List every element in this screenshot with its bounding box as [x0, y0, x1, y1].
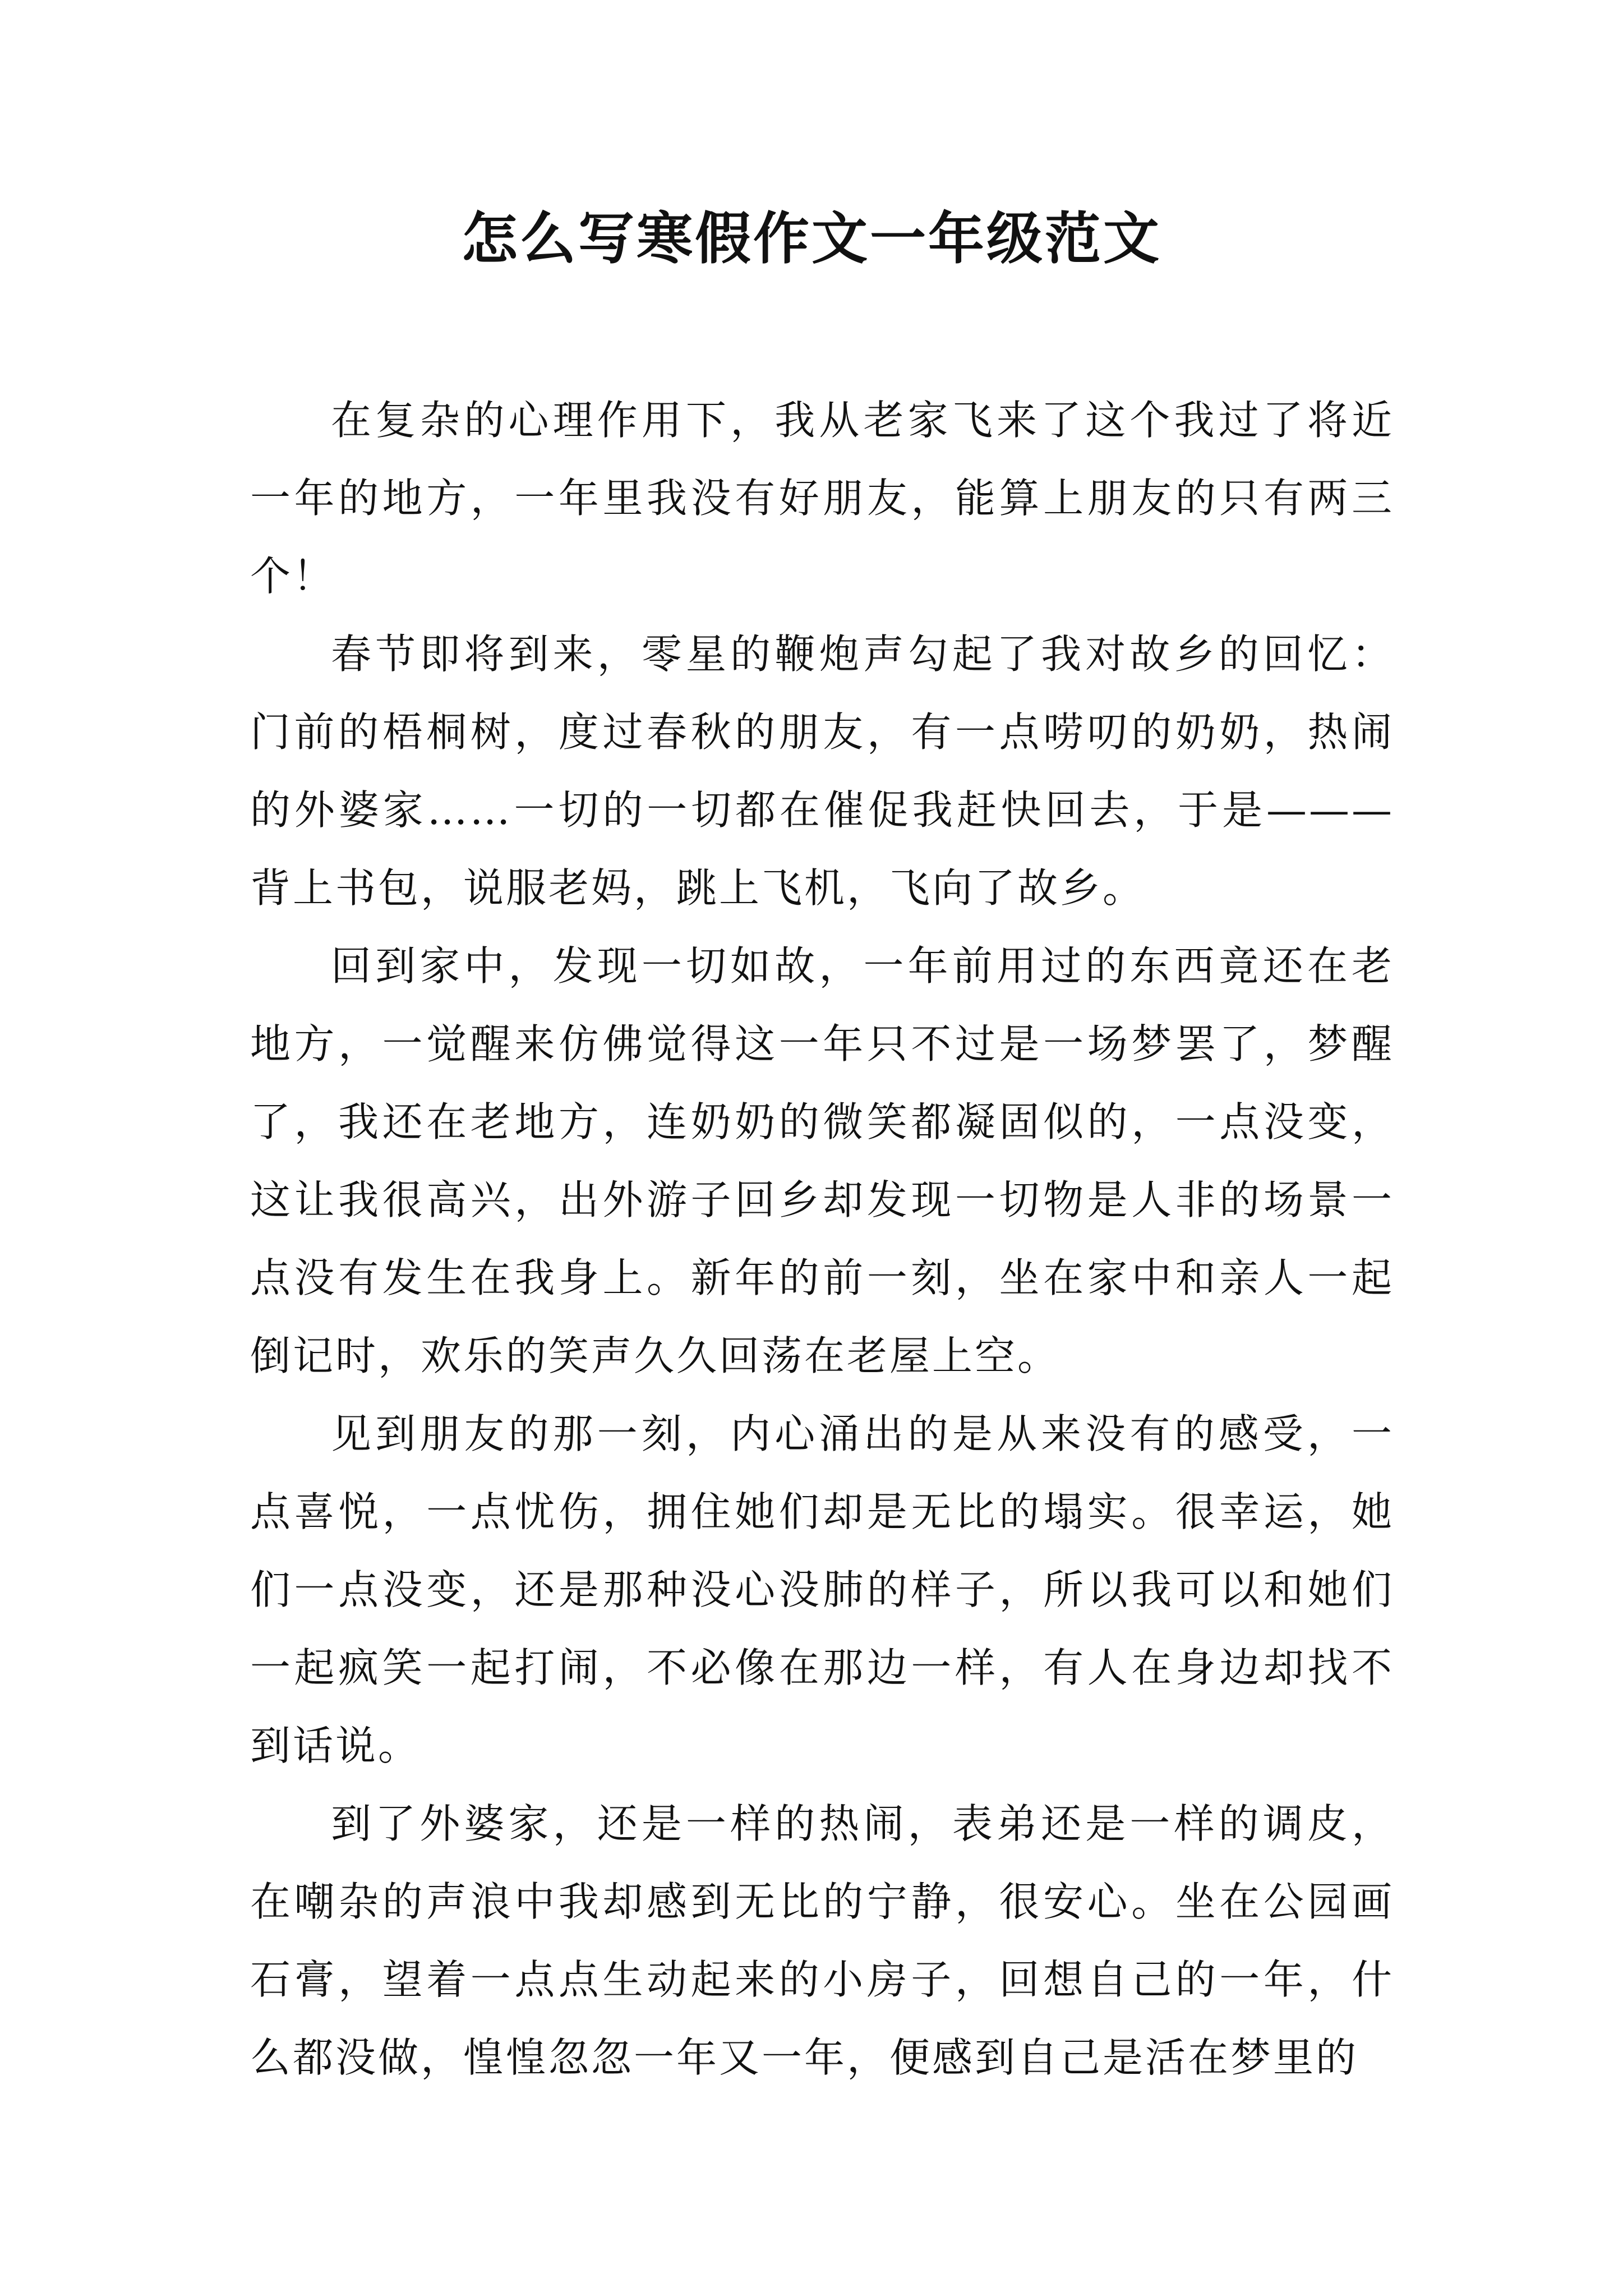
document-title: 怎么写寒假作文一年级范文 [462, 205, 1161, 272]
paragraph-5: 到了外婆家，还是一样的热闹，表弟还是一样的调皮，在嘲杂的声浪中我却感到无比的宁静，很安心。坐在公园画石膏，望着一点点生动起来的小房子，回想自己的一年，什么都没做，惶惶忽忽一年又一年，便感到自己是活在梦里的 [250, 1800, 1394, 2081]
paragraph-1: 在复杂的心理作用下，我从老家飞来了这个我过了将近一年的地方，一年里我没有好朋友，能算上朋友的只有两三个！ [250, 397, 1394, 600]
paragraph-2: 春节即将到来，零星的鞭炮声勾起了我对故乡的回忆：门前的梧桐树，度过春秋的朋友，有一点唠叨的奶奶，热闹的外婆家……一切的一切都在催促我赶快回去，于是———背上书包，说服老妈，跳上飞机，飞向了故乡。 [250, 631, 1394, 912]
paragraph-4: 见到朋友的那一刻，内心涌出的是从来没有的感受，一点喜悦，一点忧伤，拥住她们却是无比的塌实。很幸运，她们一点没变，还是那种没心没肺的样子，所以我可以和她们一起疯笑一起打闹，不必像在那边一样，有人在身边却找不到话说。 [250, 1410, 1394, 1769]
paragraph-3: 回到家中，发现一切如故，一年前用过的东西竟还在老地方，一觉醒来仿佛觉得这一年只不过是一场梦罢了，梦醒了，我还在老地方，连奶奶的微笑都凝固似的，一点没变，这让我很高兴，出外游子回乡却发现一切物是人非的场景一点没有发生在我身上。新年的前一刻，坐在家中和亲人一起倒记时，欢乐的笑声久久回荡在老屋上空。 [250, 942, 1394, 1379]
document-body [250, 381, 1394, 2097]
